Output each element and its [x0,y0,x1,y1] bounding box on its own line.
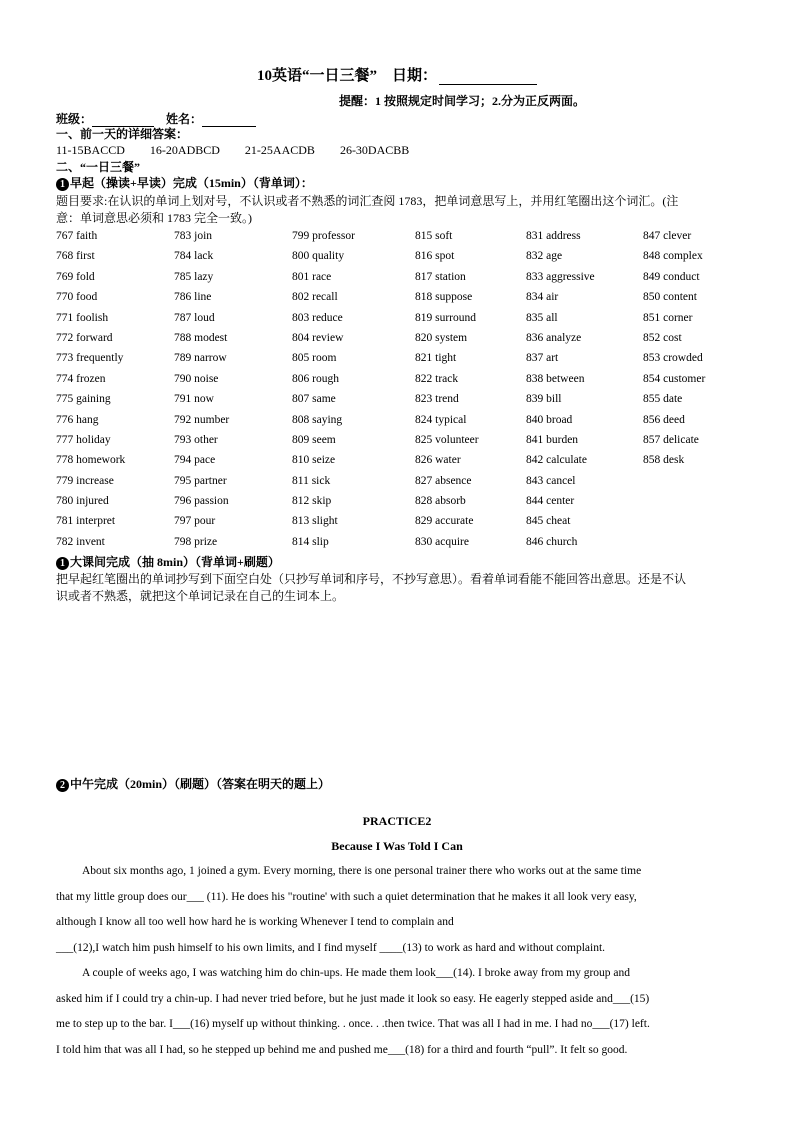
vocab-word: 775 gaining [56,393,111,406]
name-label: 姓名： [166,112,203,126]
part1-heading [56,174,313,191]
part1-title: 早起（操读+早读）完成（15min）（背单词）： [70,176,313,190]
date-label: 日期： [392,68,438,84]
vocab-word: 820 system [415,331,468,344]
vocab-word: 802 recall [292,291,338,304]
vocab-word: 823 trend [415,393,459,406]
vocab-word: 795 partner [174,474,227,487]
vocab-word: 790 noise [174,372,219,385]
practice-title: PRACTICE2 [362,814,432,828]
vocab-word: 799 professor [292,230,355,242]
vocab-word: 829 accurate [415,515,474,528]
vocab-word: 857 delicate [643,433,699,446]
vocab-word: 826 water [415,454,461,467]
vocab-word: 782 invent [56,535,105,548]
vocab-word: 816 spot [415,250,455,263]
vocab-word: 845 cheat [526,515,571,528]
vocab-word: 796 passion [174,495,229,508]
vocab-word: 825 volunteer [415,433,479,446]
vocab-word: 842 calculate [526,454,587,467]
circled-number: 1 [56,178,69,191]
vocab-word: 810 seize [292,454,336,467]
vocab-word: 847 clever [643,230,692,242]
vocab-word: 809 seem [292,433,336,446]
vocab-word: 822 track [415,372,459,385]
vocab-word: 786 line [174,291,212,304]
vocab-word: 785 lazy [174,270,214,283]
page-title [0,64,794,85]
passage-line: me to step up to the bar. I___(16) myself up without thinking. . once. . .then twice. That was all I had in me. I had no___(17) left. [56,1018,650,1030]
vocab-word: 781 interpret [56,515,116,528]
vocab-word: 779 increase [56,474,114,487]
vocab-word: 783 join [174,230,213,242]
vocab-word: 794 pace [174,454,216,467]
vocab-word: 789 narrow [174,352,227,365]
vocab-word: 818 suppose [415,291,473,304]
circled-number: 1 [56,557,69,570]
vocab-word: 821 tight [415,352,457,365]
vocab-word: 806 rough [292,372,339,385]
vocab-word: 836 analyze [526,331,582,344]
vocab-word: 815 soft [415,230,453,242]
answer-group: 21-25AACDB [244,143,315,157]
vocab-word: 774 frozen [56,372,106,385]
vocab-word: 851 corner [643,311,693,324]
vocab-word: 797 pour [174,515,216,528]
vocab-word: 770 food [56,291,98,304]
vocab-word: 813 slight [292,515,338,528]
date-blank[interactable] [439,70,537,85]
practice-subtitle: Because I Was Told I Can [331,839,463,853]
vocab-word: 788 modest [174,331,228,344]
answer-row [56,143,431,158]
vocab-word: 834 air [526,291,559,304]
vocab-word: 833 aggressive [526,270,595,283]
vocab-word: 787 loud [174,311,215,324]
vocab-word: 840 broad [526,413,573,426]
vocab-word: 824 typical [415,413,467,426]
vocab-word: 773 frequently [56,352,124,365]
class-label: 班级： [56,112,93,126]
vocab-word: 812 skip [292,495,332,508]
vocab-word: 784 lack [174,250,214,263]
reading-passage [56,859,738,1063]
passage-line: that my little group does our___ (11). He does his "routine' with such a quiet determination that he makes it all look very easy, [56,890,637,903]
part2-desc-line2: 识或者不熟悉，就把这个单词记录在自己的生词本上。 [56,589,345,603]
vocab-word: 817 station [415,270,466,283]
vocab-word: 803 reduce [292,311,343,324]
vocab-word: 800 quality [292,250,345,263]
vocab-word: 780 injured [56,495,109,508]
vocab-word: 804 review [292,331,344,344]
section2-heading: 二、“一日三餐” [56,160,141,174]
vocab-word: 841 burden [526,433,579,446]
vocab-word: 769 fold [56,270,95,283]
vocab-word: 793 other [174,433,218,446]
passage-line: ___(12),I watch him push himself to his own limits, and I find myself ____(13) to work as hard and without complaint. [56,941,606,954]
answer-group: 26-30DACBB [339,143,410,157]
vocab-word: 808 saying [292,413,343,426]
vocab-word: 831 address [526,230,581,242]
answer-group: 11-15BACCD [56,143,125,157]
vocab-word: 792 number [174,413,230,426]
part3-heading [56,775,330,792]
part1-desc-line2: 意：单词意思必须和 1783 完全一致。) [56,211,252,225]
vocab-word: 814 slip [292,535,329,548]
passage-line: About six months ago, 1 joined a gym. Every morning, there is one personal trainer there who works out at the same time [82,865,642,877]
vocab-word: 811 sick [292,474,331,487]
vocab-word: 843 cancel [526,474,576,487]
vocab-word: 768 first [56,250,95,263]
vocab-word: 854 customer [643,372,706,385]
part1-desc-line1: 题目要求:在认识的单词上划对号，不认识或者不熟悉的词汇查阅 1783，把单词意思写上，并用红笔圈出这个词汇。(注 [56,194,679,208]
vocab-word: 848 complex [643,250,703,263]
vocab-word: 853 crowded [643,352,703,365]
name-blank[interactable] [202,114,256,127]
section1-heading: 一、前一天的详细答案： [56,127,189,141]
vocab-word: 839 bill [526,393,562,406]
passage-line: asked him if I could try a chin-up. I had never tried before, but he just made it look so easy. He eagerly stepped aside and___(15) [56,992,650,1005]
part2-heading [56,553,280,570]
passage-line: I told him that was all I had, so he stepped up behind me and pushed me___(18) for a third and fourth “pull”. It felt so good. [56,1043,628,1056]
vocab-word: 858 desk [643,454,685,467]
circled-number: 2 [56,779,69,792]
vocab-word: 855 date [643,393,683,406]
reminder: 提醒：1 按照规定时间学习；2.分为正反两面。 [338,94,585,108]
vocab-word: 777 holiday [56,433,111,446]
vocab-word: 798 prize [174,535,218,548]
vocab-word: 827 absence [415,474,472,487]
vocab-word: 838 between [526,372,585,385]
vocab-word: 772 forward [56,331,113,344]
part2-title: 大课间完成（抽 8min）（背单词+刷题） [70,555,280,569]
vocab-word: 832 age [526,250,563,263]
vocab-word: 835 all [526,311,558,324]
vocab-word: 837 art [526,352,559,365]
vocab-word: 828 absorb [415,495,466,508]
vocab-word: 807 same [292,393,336,406]
part3-title: 中午完成（20min）（刷题）（答案在明天的题上） [70,777,331,791]
title-text: 10英语“一日三餐” [256,68,377,84]
vocab-word: 846 church [526,535,578,548]
vocab-word: 805 room [292,352,337,365]
vocab-word: 771 foolish [56,311,109,324]
vocab-word: 844 center [526,495,575,508]
vocab-word: 767 faith [56,230,98,242]
vocab-word: 776 hang [56,413,99,426]
vocab-word: 852 cost [643,331,682,344]
vocab-word: 849 conduct [643,270,700,283]
vocab-word: 778 homework [56,454,126,467]
part2-desc-line1: 把早起红笔圈出的单词抄写到下面空白处（只抄写单词和序号，不抄写意思）。看着单词看能不能回答出意思。还是不认 [56,572,687,586]
passage-line: A couple of weeks ago, I was watching him do chin-ups. He made them look___(14). I broke away from my group and [82,967,631,979]
vocab-word: 850 content [643,291,697,304]
vocab-word: 801 race [292,270,332,283]
passage-line: although I know all too well how hard he is working Whenever I tend to complain and [56,916,454,928]
word-grid [56,229,756,555]
vocab-word: 830 acquire [415,535,469,548]
vocab-word: 819 surround [415,311,477,324]
answer-group: 16-20ADBCD [149,143,220,157]
vocab-word: 856 deed [643,413,685,426]
vocab-word: 791 now [174,393,214,406]
